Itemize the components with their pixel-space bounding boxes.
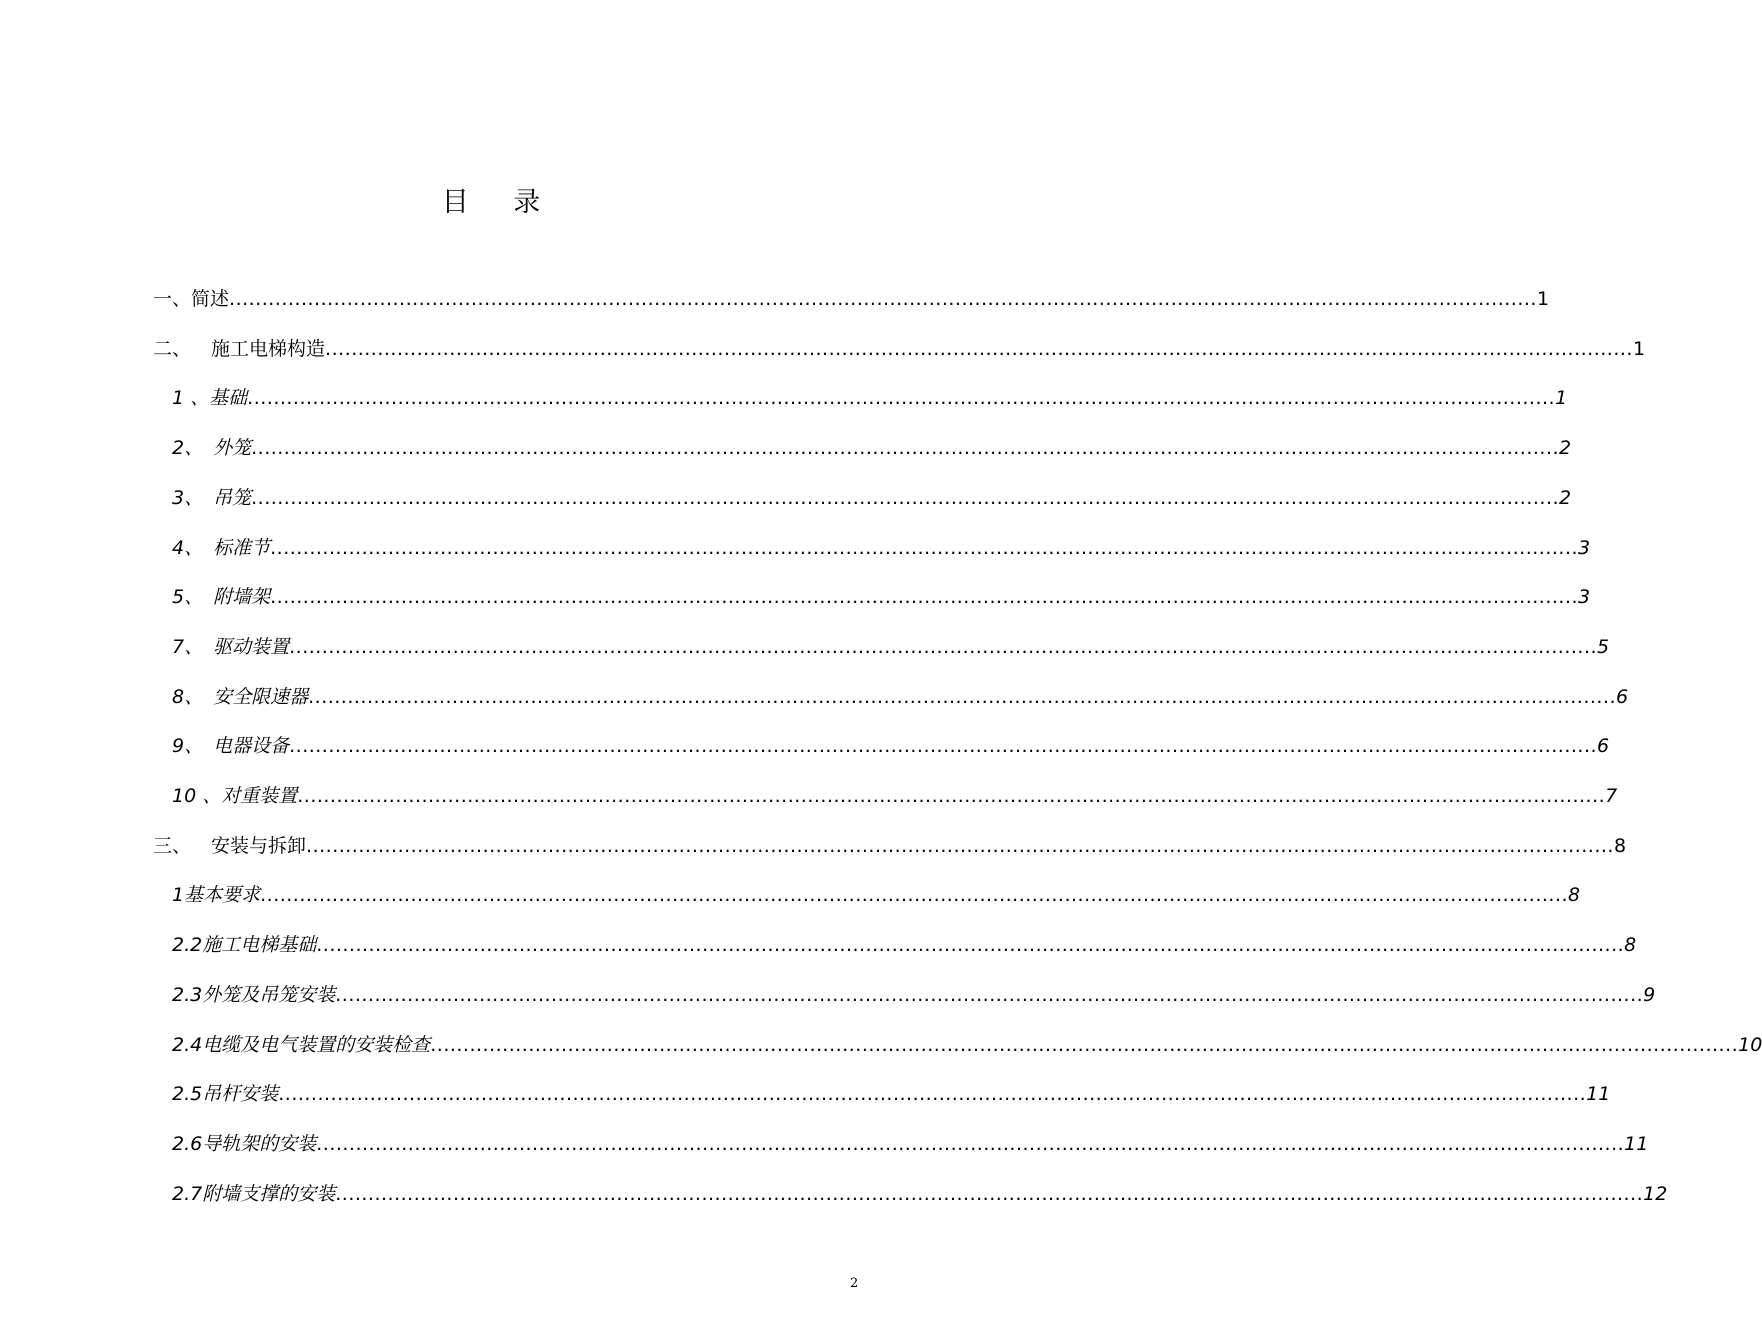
toc-entry-page: 9 xyxy=(1643,984,1656,1006)
toc-leader-dots: ........................................................................................................................................................................................................ xyxy=(289,636,1598,658)
toc-entry[interactable] xyxy=(172,1126,1649,1162)
toc-entry-number: 7、 xyxy=(172,636,204,658)
toc-entry[interactable] xyxy=(172,430,1572,466)
toc-entry-number: 2.3 xyxy=(172,984,203,1006)
toc-entry-number: 二、 xyxy=(153,338,192,360)
toc-entry-label: 安装与拆卸 xyxy=(211,835,307,857)
toc-entry-number: 三、 xyxy=(153,835,192,857)
toc-entry[interactable] xyxy=(172,1027,1762,1063)
toc-entry[interactable] xyxy=(172,530,1591,566)
toc-leader-dots: ........................................................................................................................................................................................................ xyxy=(316,934,1625,956)
toc-entry-page: 10 xyxy=(1738,1034,1762,1056)
toc-entry[interactable] xyxy=(172,579,1591,615)
toc-entry-page: 1 xyxy=(1555,387,1568,409)
toc-entry-page: 6 xyxy=(1597,735,1610,757)
toc-entry-number: 9、 xyxy=(172,735,204,757)
toc-entry[interactable] xyxy=(172,728,1610,764)
toc-entry-page: 12 xyxy=(1643,1183,1668,1205)
toc-entry[interactable] xyxy=(172,977,1656,1013)
toc-entry[interactable] xyxy=(153,828,1627,864)
toc-entry-label: 附墙架 xyxy=(213,586,271,608)
toc-leader-dots: ........................................................................................................................................................................................................ xyxy=(251,437,1560,459)
toc-entry[interactable] xyxy=(153,331,1646,367)
toc-leader-dots: ........................................................................................................................................................................................................ xyxy=(308,686,1617,708)
toc-entry-page: 6 xyxy=(1616,686,1629,708)
toc-entry[interactable] xyxy=(172,1176,1668,1212)
toc-entry-page: 11 xyxy=(1624,1133,1649,1155)
toc-leader-dots: ........................................................................................................................................................................................................ xyxy=(325,338,1633,360)
toc-leader-dots: ........................................................................................................................................................................................................ xyxy=(278,1083,1587,1105)
toc-leader-dots: ........................................................................................................................................................................................................ xyxy=(247,387,1556,409)
toc-entry-page: 8 xyxy=(1568,884,1581,906)
toc-leader-dots: ........................................................................................................................................................................................................ xyxy=(297,785,1606,807)
toc-entry-page: 3 xyxy=(1578,586,1591,608)
toc-entry-page: 8 xyxy=(1613,835,1627,857)
toc-leader-dots: ........................................................................................................................................................................................................ xyxy=(335,984,1644,1006)
toc-entry-number: 4、 xyxy=(172,537,204,559)
toc-entry[interactable] xyxy=(153,281,1550,317)
toc-entry-label: 驱动装置 xyxy=(213,636,290,658)
toc-entry-label: 施工电梯基础 xyxy=(202,934,317,956)
page-number: 2 xyxy=(850,1276,859,1291)
toc-entry-page: 2 xyxy=(1559,487,1572,509)
toc-leader-dots: ........................................................................................................................................................................................................ xyxy=(306,835,1614,857)
toc-entry-label: 附墙支撑的安装 xyxy=(202,1183,336,1205)
toc-entry-page: 5 xyxy=(1597,636,1610,658)
toc-leader-dots: ........................................................................................................................................................................................................ xyxy=(251,487,1560,509)
toc-leader-dots: ........................................................................................................................................................................................................ xyxy=(316,1133,1625,1155)
toc-entry-page: 3 xyxy=(1578,537,1591,559)
toc-entry[interactable] xyxy=(172,629,1610,665)
toc-entry-number: 3、 xyxy=(172,487,204,509)
toc-entry-number: 一、 xyxy=(153,288,192,310)
toc-entry-number: 2.5 xyxy=(172,1083,203,1105)
toc-entry-label: 基本要求 xyxy=(184,884,261,906)
toc-entry-page: 11 xyxy=(1586,1083,1611,1105)
toc-entry-number: 1 xyxy=(172,884,185,906)
toc-entry-label: 外笼 xyxy=(213,437,252,459)
toc-leader-dots: ........................................................................................................................................................................................................ xyxy=(260,884,1569,906)
toc-entry-label: 标准节 xyxy=(213,537,271,559)
toc-entry-number: 5、 xyxy=(172,586,204,608)
toc-entry[interactable] xyxy=(172,480,1572,516)
toc-entry-number: 1 、 xyxy=(172,387,210,409)
toc-entry[interactable] xyxy=(172,877,1581,913)
toc-entry[interactable] xyxy=(172,1076,1611,1112)
toc-entry-page: 2 xyxy=(1559,437,1572,459)
toc-entry-label: 简述 xyxy=(191,288,230,310)
toc-entry[interactable] xyxy=(172,927,1637,963)
toc-entry-label: 吊笼 xyxy=(213,487,252,509)
toc-entry-page: 8 xyxy=(1624,934,1637,956)
toc-entry-page: 1 xyxy=(1536,288,1550,310)
toc-entry-label: 安全限速器 xyxy=(213,686,309,708)
toc-entry-number: 2.4 xyxy=(172,1034,203,1056)
toc-entry-label: 外笼及吊笼安装 xyxy=(202,984,336,1006)
toc-entry-number: 2.7 xyxy=(172,1183,203,1205)
toc-entry-number: 2.6 xyxy=(172,1133,203,1155)
page-title: 目 录 xyxy=(441,187,559,218)
toc-entry-page: 7 xyxy=(1605,785,1618,807)
toc-leader-dots: ........................................................................................................................................................................................................ xyxy=(430,1034,1739,1056)
toc-leader-dots: ........................................................................................................................................................................................................ xyxy=(270,537,1579,559)
toc-entry-number: 8、 xyxy=(172,686,204,708)
toc-entry-page: 1 xyxy=(1632,338,1646,360)
toc-leader-dots: ........................................................................................................................................................................................................ xyxy=(335,1183,1644,1205)
toc-entry[interactable] xyxy=(172,679,1629,715)
toc-entry-label: 施工电梯构造 xyxy=(211,338,326,360)
toc-leader-dots: ........................................................................................................................................................................................................ xyxy=(229,288,1537,310)
toc-entry-label: 电器设备 xyxy=(213,735,290,757)
toc-entry-number: 2、 xyxy=(172,437,204,459)
toc-entry[interactable] xyxy=(172,380,1568,416)
toc-entry-label: 吊杆安装 xyxy=(202,1083,279,1105)
toc-leader-dots: ........................................................................................................................................................................................................ xyxy=(270,586,1579,608)
toc-entry-label: 对重装置 xyxy=(221,785,298,807)
toc-leader-dots: ........................................................................................................................................................................................................ xyxy=(289,735,1598,757)
toc-entry[interactable] xyxy=(172,778,1618,814)
toc-entry-number: 10 、 xyxy=(172,785,222,807)
toc-entry-label: 电缆及电气装置的安装检查 xyxy=(202,1034,431,1056)
toc-entry-label: 基础 xyxy=(209,387,248,409)
toc-entry-number: 2.2 xyxy=(172,934,203,956)
toc-entry-label: 导轨架的安装 xyxy=(202,1133,317,1155)
